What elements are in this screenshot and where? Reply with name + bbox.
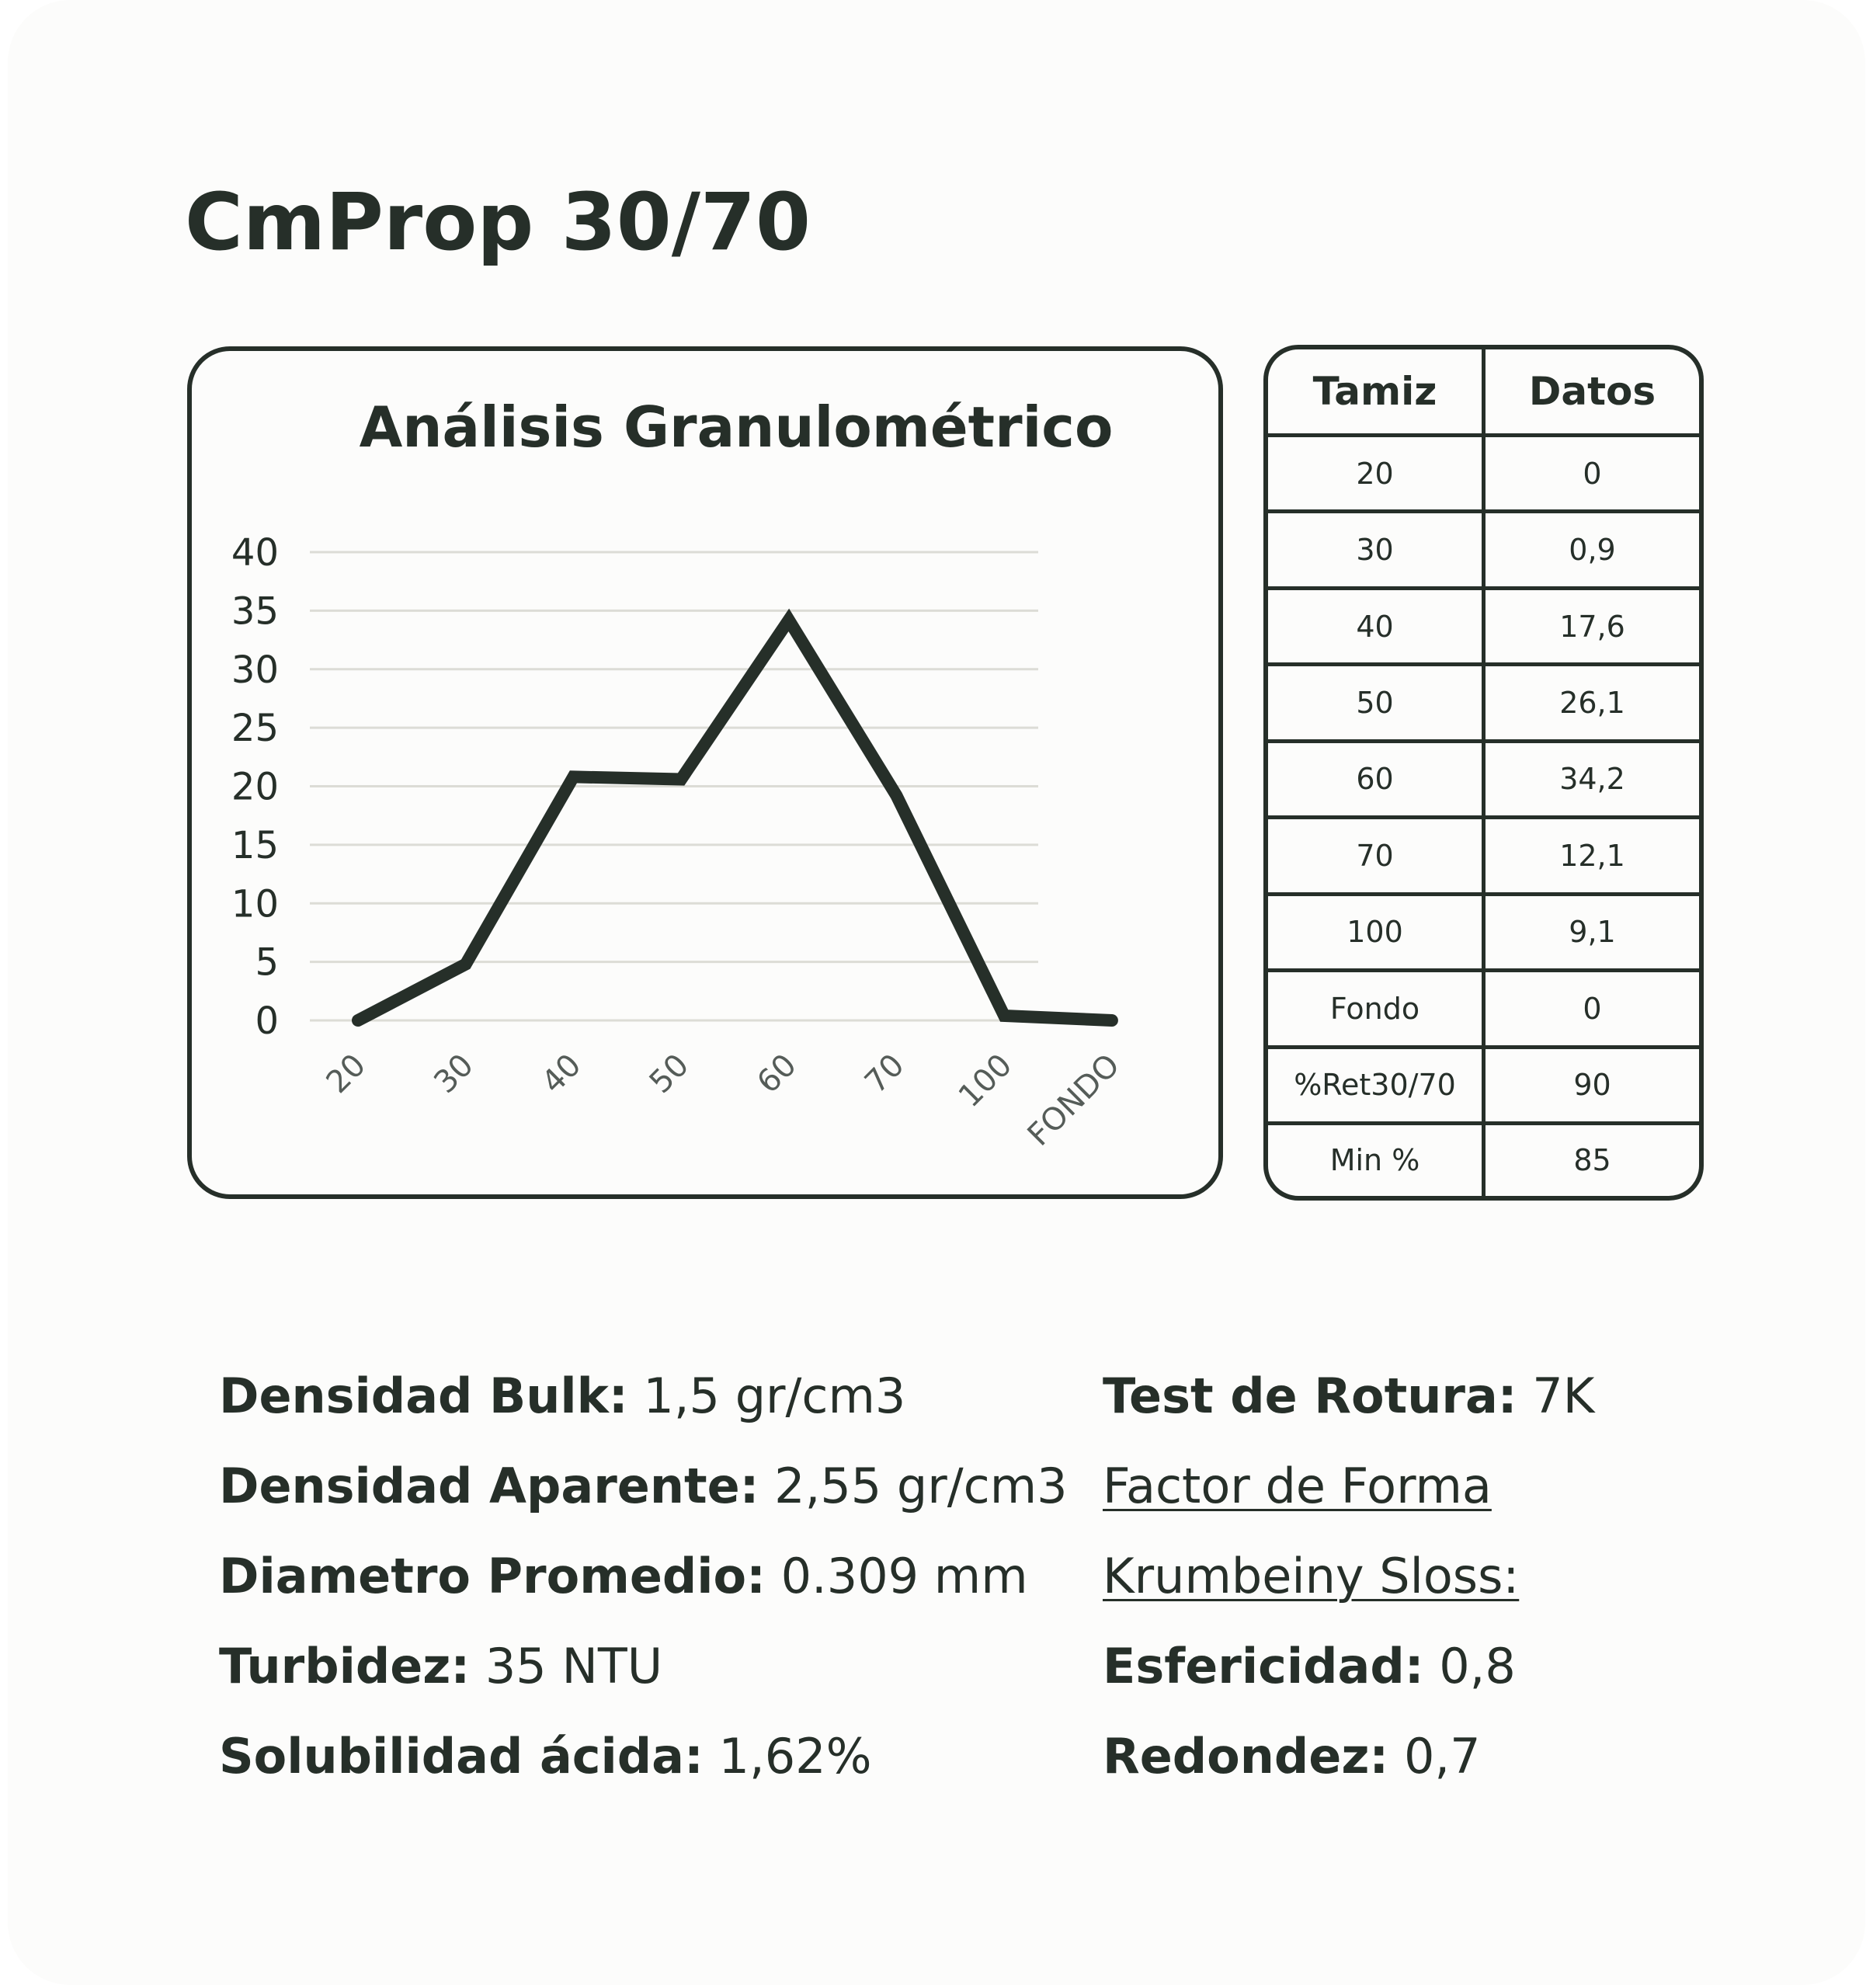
x-tick-label: 60 <box>750 1047 804 1101</box>
table-row <box>1268 588 1699 664</box>
granulometric-chart <box>192 351 1223 1199</box>
prop-label: Solubilidad ácida: <box>219 1728 704 1785</box>
chart-panel <box>187 346 1223 1199</box>
cell-tamiz: Min % <box>1268 1123 1484 1196</box>
prop-label: Diametro Promedio: <box>219 1548 766 1604</box>
prop-value: 0,8 <box>1439 1638 1516 1694</box>
y-tick-label: 15 <box>231 823 279 867</box>
chart-title: Análisis Granulométrico <box>359 394 1114 460</box>
table-row <box>1268 894 1699 970</box>
prop-turbidez <box>219 1621 1068 1712</box>
prop-solubilidad-acida <box>219 1712 1068 1802</box>
prop-redondez <box>1103 1712 1594 1802</box>
x-tick-label: 40 <box>534 1047 589 1101</box>
cell-tamiz: 50 <box>1268 665 1484 741</box>
cell-datos: 90 <box>1484 1047 1700 1123</box>
prop-value: 1,62% <box>718 1728 872 1785</box>
prop-krumbein-line <box>1103 1531 1594 1621</box>
chart-y-axis <box>231 531 279 1043</box>
table-row <box>1268 665 1699 741</box>
table-row <box>1268 1123 1699 1196</box>
sieve-data-table <box>1263 345 1704 1201</box>
y-tick-label: 25 <box>231 707 279 751</box>
data-table <box>1268 349 1699 1196</box>
cell-tamiz: 100 <box>1268 894 1484 970</box>
prop-densidad-aparente <box>219 1441 1068 1531</box>
prop-value: 2,55 gr/cm3 <box>774 1458 1068 1514</box>
x-tick-label: 20 <box>319 1047 374 1101</box>
table-row <box>1268 741 1699 817</box>
cell-datos: 0 <box>1484 436 1700 512</box>
prop-value: 1,5 gr/cm3 <box>643 1368 906 1424</box>
prop-label: Turbidez: <box>219 1638 471 1694</box>
y-tick-label: 5 <box>255 940 279 985</box>
header-tamiz: Tamiz <box>1268 349 1484 436</box>
prop-label: Test de Rotura: <box>1103 1368 1517 1424</box>
table-row <box>1268 512 1699 588</box>
y-tick-label: 20 <box>231 765 279 809</box>
prop-esfericidad <box>1103 1621 1594 1712</box>
table-row <box>1268 1047 1699 1123</box>
x-tick-label: 50 <box>642 1047 697 1101</box>
y-tick-label: 40 <box>231 531 279 575</box>
x-tick-label: 100 <box>951 1047 1020 1115</box>
cell-tamiz: 20 <box>1268 436 1484 512</box>
y-tick-label: 30 <box>231 648 279 692</box>
cell-datos: 17,6 <box>1484 588 1700 664</box>
cell-datos: 9,1 <box>1484 894 1700 970</box>
prop-value: 7K <box>1532 1368 1595 1424</box>
x-tick-label: 30 <box>427 1047 481 1101</box>
chart-series <box>358 620 1112 1020</box>
prop-test-rotura <box>1103 1351 1594 1441</box>
prop-diametro-promedio <box>219 1531 1068 1621</box>
prop-label: Densidad Bulk: <box>219 1368 628 1424</box>
cell-tamiz: Fondo <box>1268 971 1484 1047</box>
y-tick-label: 0 <box>255 999 279 1043</box>
prop-label: Redondez: <box>1103 1728 1389 1785</box>
properties-left <box>219 1351 1068 1802</box>
table-row <box>1268 436 1699 512</box>
product-card <box>8 0 1865 1985</box>
prop-value: 0.309 mm <box>780 1548 1028 1604</box>
prop-label: Esfericidad: <box>1103 1638 1424 1694</box>
y-tick-label: 10 <box>231 882 279 926</box>
header-datos: Datos <box>1484 349 1700 436</box>
cell-datos: 85 <box>1484 1123 1700 1196</box>
cell-datos: 0,9 <box>1484 512 1700 588</box>
cell-datos: 26,1 <box>1484 665 1700 741</box>
chart-gridlines <box>310 552 1038 1020</box>
prop-densidad-bulk <box>219 1351 1068 1441</box>
cell-tamiz: 30 <box>1268 512 1484 588</box>
prop-value: 0,7 <box>1403 1728 1481 1785</box>
x-tick-label: FONDO <box>1020 1047 1127 1153</box>
chart-x-axis <box>320 1048 1127 1153</box>
y-tick-label: 35 <box>231 589 279 634</box>
table-row <box>1268 971 1699 1047</box>
table-row <box>1268 818 1699 894</box>
x-tick-label: 70 <box>858 1047 912 1101</box>
krumbein-sloss-link[interactable]: Krumbeiny Sloss: <box>1103 1548 1520 1604</box>
properties-right <box>1103 1351 1594 1802</box>
cell-tamiz: 70 <box>1268 818 1484 894</box>
cell-datos: 0 <box>1484 971 1700 1047</box>
prop-factor-forma-line <box>1103 1441 1594 1531</box>
cell-tamiz: 40 <box>1268 588 1484 664</box>
cell-tamiz: 60 <box>1268 741 1484 817</box>
cell-datos: 34,2 <box>1484 741 1700 817</box>
prop-label: Densidad Aparente: <box>219 1458 759 1514</box>
prop-value: 35 NTU <box>485 1638 663 1694</box>
cell-tamiz: %Ret30/70 <box>1268 1047 1484 1123</box>
factor-forma-link[interactable]: Factor de Forma <box>1103 1458 1492 1514</box>
page-title: CmProp 30/70 <box>185 176 811 269</box>
cell-datos: 12,1 <box>1484 818 1700 894</box>
table-header-row <box>1268 349 1699 436</box>
series-line <box>358 620 1112 1020</box>
